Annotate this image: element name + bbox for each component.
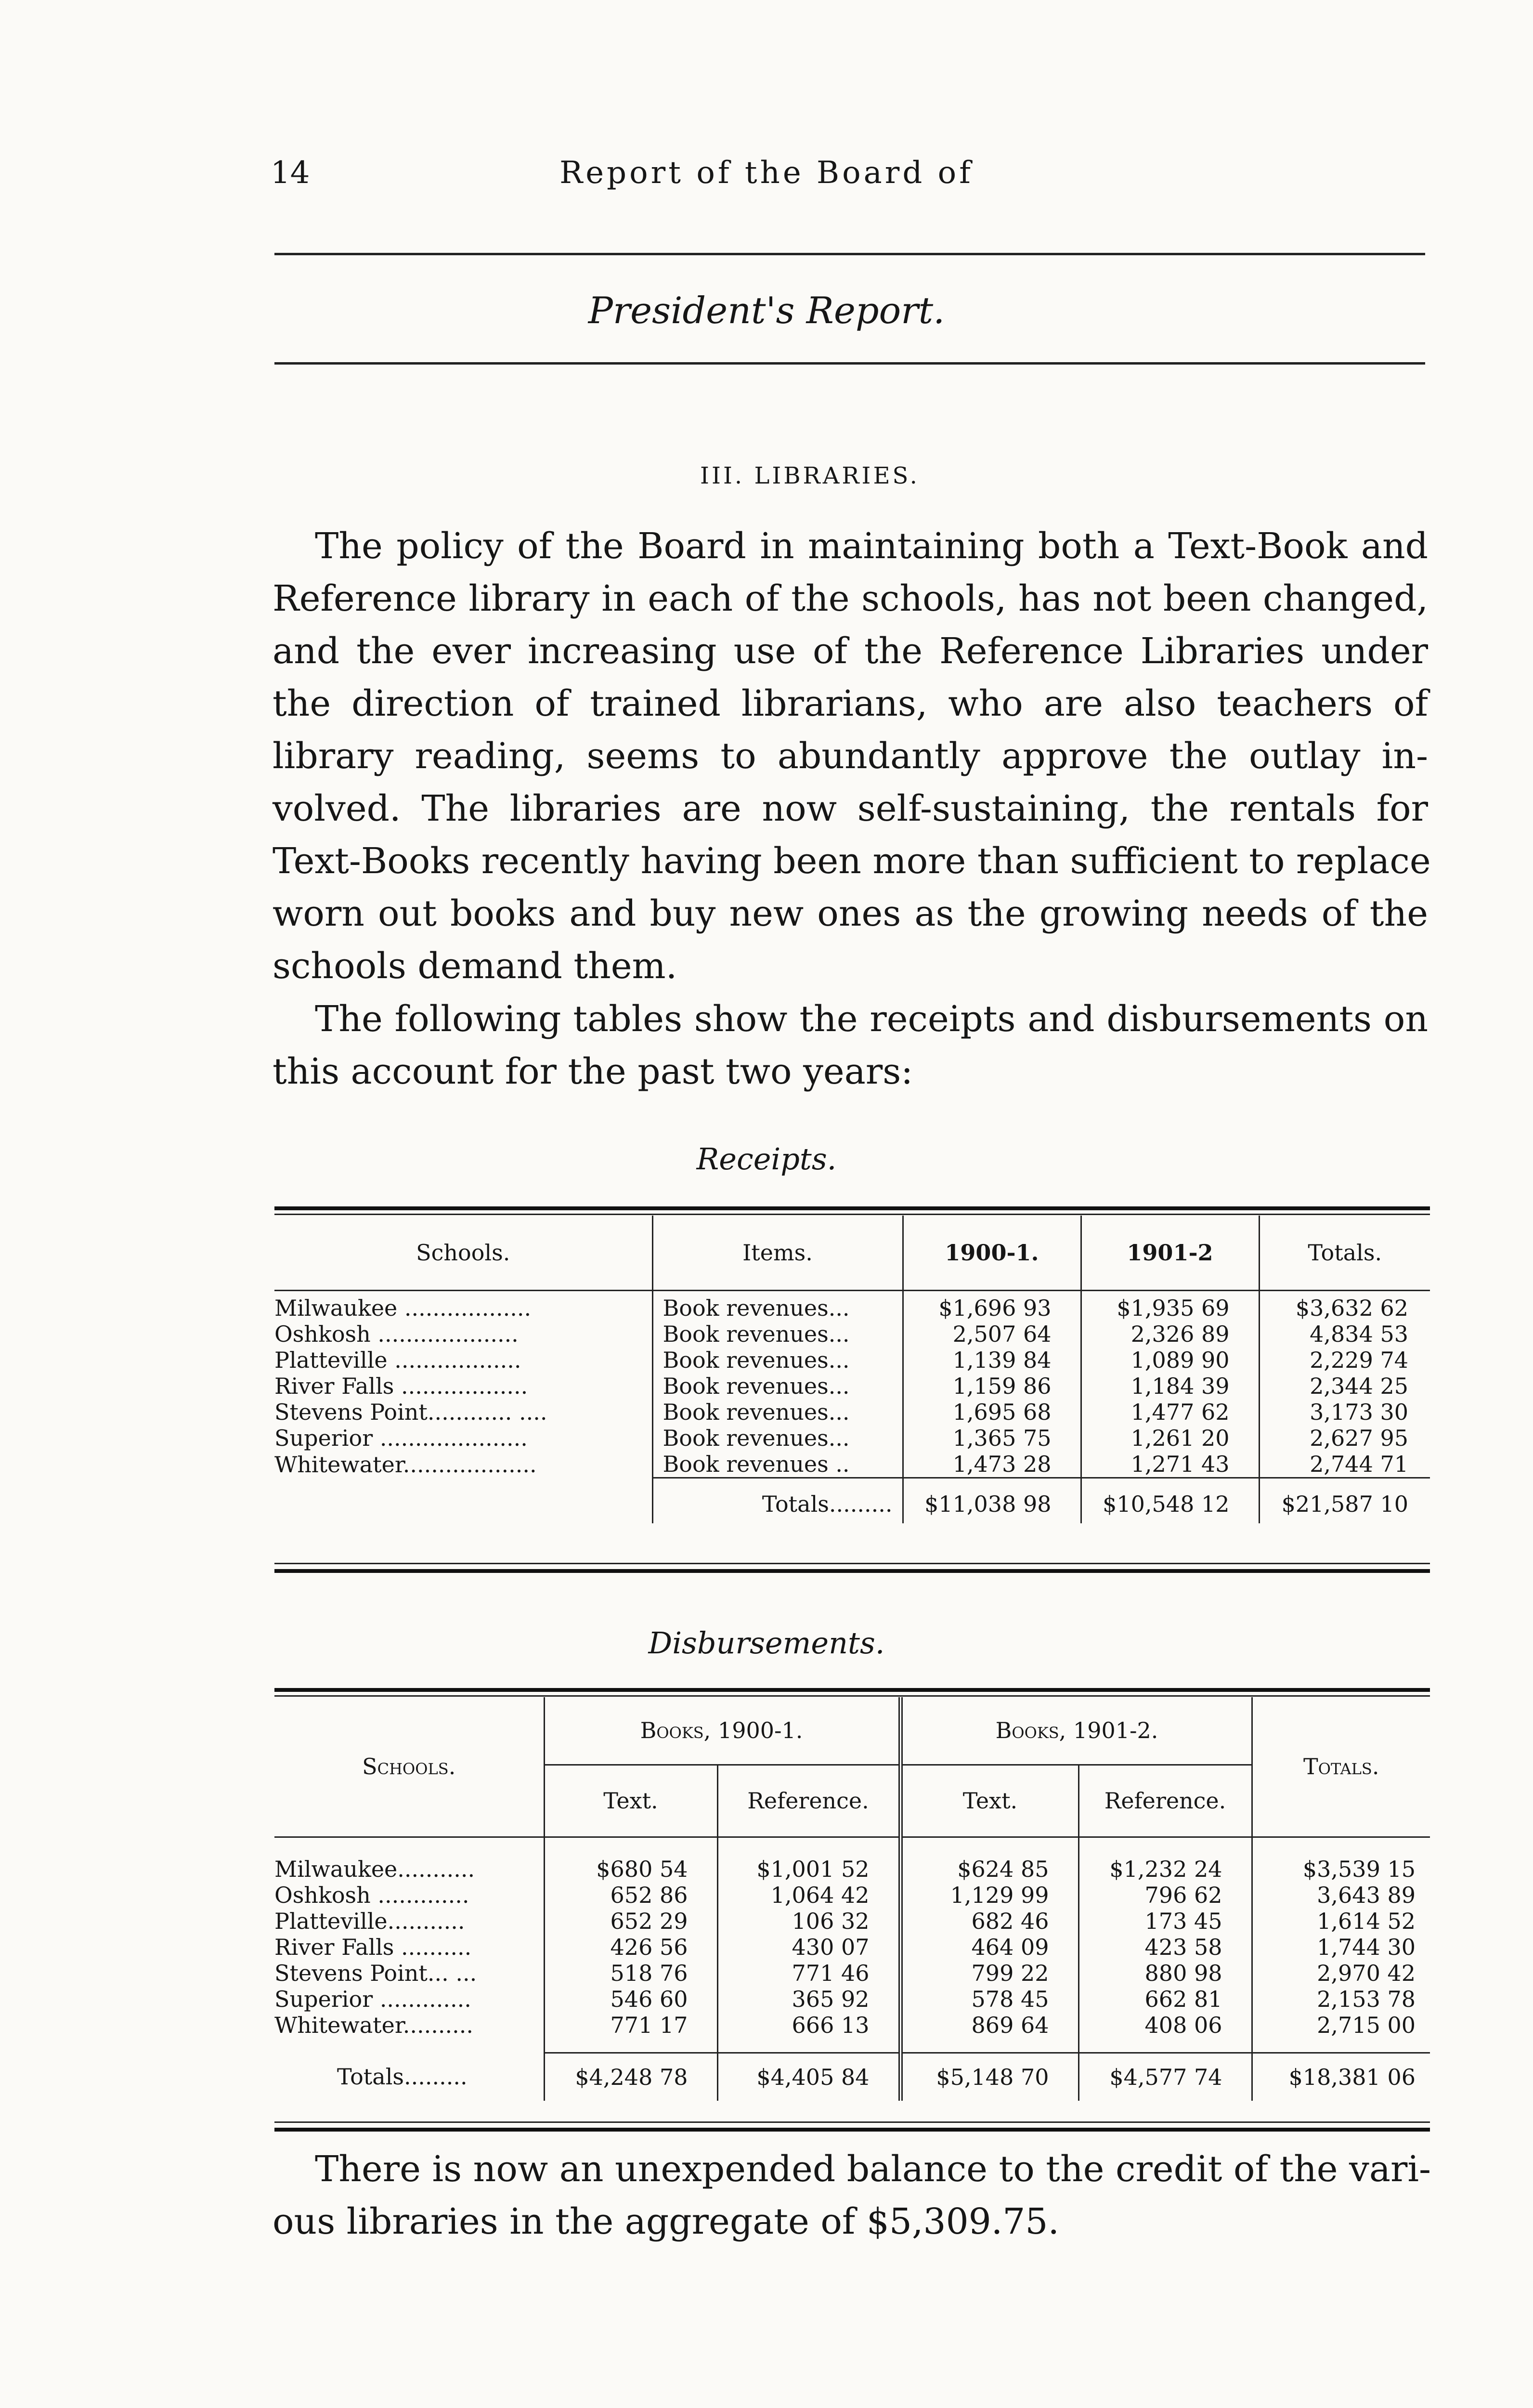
- disb-text-1900-1-cell: $680 54: [544, 1856, 717, 1882]
- receipts-rule-bottom-inner: [274, 1563, 1430, 1564]
- disb-school-cell: River Falls ..........: [274, 1934, 472, 1960]
- receipts-item-cell: Book revenues...: [652, 1347, 903, 1373]
- disb-text-1900-1-cell: 652 29: [544, 1908, 717, 1934]
- disbursements-rule-top: [274, 1688, 1430, 1692]
- receipts-1900-1-cell: 2,507 64: [903, 1321, 1081, 1347]
- separator: [652, 1290, 903, 1295]
- spacer: [274, 1485, 652, 1523]
- disbursements-table: [274, 1697, 1430, 2101]
- receipts-item-cell: Book revenues...: [652, 1399, 903, 1425]
- receipts-1901-2-cell: 1,261 20: [1081, 1425, 1259, 1451]
- table-row: [274, 1934, 1430, 1960]
- disb-school-cell: Oshkosh .............: [274, 1882, 469, 1908]
- total-1900-1: $11,038 98: [903, 1485, 1081, 1523]
- disb-total-cell: 1,744 30: [1252, 1934, 1430, 1960]
- separator: [1078, 2038, 1252, 2053]
- col-header-schools: Schools.: [362, 1754, 456, 1780]
- disb-text-1901-2-cell: 799 22: [900, 1960, 1078, 1986]
- text-line: The following tables show the receipts and disbursements on: [315, 998, 1428, 1040]
- text-line: and the ever increasing use of the Reference Libraries under: [273, 630, 1428, 672]
- disb-school-cell: Platteville...........: [274, 1908, 465, 1934]
- disb-reference-1901-2-cell: 173 45: [1078, 1908, 1252, 1934]
- col-header-1901-2: 1901-2: [1081, 1216, 1259, 1290]
- disb-total-cell: 1,614 52: [1252, 1908, 1430, 1934]
- col-header-reference-1901-2: Reference.: [1078, 1765, 1252, 1837]
- table-row: [274, 1856, 1430, 1882]
- separator: [1081, 1478, 1259, 1485]
- receipts-1900-1-cell: 1,159 86: [903, 1373, 1081, 1399]
- disbursements-caption: Disbursements.: [648, 1625, 885, 1661]
- disb-reference-1901-2-cell: $1,232 24: [1078, 1856, 1252, 1882]
- disb-text-1901-2-cell: 682 46: [900, 1908, 1078, 1934]
- table-row: [274, 1295, 1430, 1321]
- disb-text-1900-1-cell: 426 56: [544, 1934, 717, 1960]
- receipts-item-cell: Book revenues ..: [652, 1451, 903, 1478]
- disb-reference-1900-1-cell: 1,064 42: [717, 1882, 900, 1908]
- table-row: [274, 1347, 1430, 1373]
- col-header-1900-1: 1900-1.: [903, 1216, 1081, 1290]
- col-header-totals: Totals.: [1259, 1216, 1430, 1290]
- receipts-item-cell: Book revenues...: [652, 1373, 903, 1399]
- disbursements-rule-bottom: [274, 2128, 1430, 2132]
- text-line: this account for the past two years:: [273, 1051, 913, 1092]
- disb-reference-1901-2-cell: 408 06: [1078, 2012, 1252, 2038]
- disbursements-rule-bottom-inner: [274, 2121, 1430, 2123]
- receipts-item-cell: Book revenues...: [652, 1295, 903, 1321]
- disb-text-1901-2-cell: 869 64: [900, 2012, 1078, 2038]
- separator: [1259, 1290, 1430, 1295]
- table-row: [274, 2012, 1430, 2038]
- text-line: the direction of trained librarians, who are also teachers of: [273, 683, 1428, 724]
- text-line: volved. The libraries are now self-sustaining, the rentals for: [273, 788, 1428, 829]
- text-line: ous libraries in the aggregate of $5,309.75.: [273, 2201, 1059, 2242]
- receipts-school-cell: Stevens Point............ ....: [274, 1399, 547, 1425]
- table-row: [274, 1908, 1430, 1934]
- disb-text-1901-2-cell: 464 09: [900, 1934, 1078, 1960]
- disb-text-1901-2-cell: $624 85: [900, 1856, 1078, 1882]
- receipts-1900-1-cell: 1,139 84: [903, 1347, 1081, 1373]
- separator: [1081, 1290, 1259, 1295]
- receipts-total-cell: 2,344 25: [1259, 1373, 1430, 1399]
- table-row: [274, 1399, 1430, 1425]
- text-line: The policy of the Board in maintaining both a Text-Book and: [315, 525, 1428, 567]
- separator: [274, 1837, 544, 1856]
- receipts-1901-2-cell: 1,477 62: [1081, 1399, 1259, 1425]
- disb-text-1900-1-cell: 652 86: [544, 1882, 717, 1908]
- header-rule-bottom: [274, 362, 1425, 365]
- receipts-school-cell: Whitewater...................: [274, 1451, 537, 1478]
- separator: [1252, 2038, 1430, 2053]
- col-group-books-1900-1: Books, 1900-1.: [544, 1697, 900, 1765]
- receipts-1900-1-cell: 1,365 75: [903, 1425, 1081, 1451]
- disbursements-totals-row: [274, 2053, 1430, 2101]
- receipts-1900-1-cell: 1,473 28: [903, 1451, 1081, 1478]
- col-header-items: Items.: [652, 1216, 903, 1290]
- disb-total-cell: $3,539 15: [1252, 1856, 1430, 1882]
- table-row: [274, 1425, 1430, 1451]
- total-reference-1900-1: $4,405 84: [717, 2053, 900, 2101]
- table-row: [274, 1373, 1430, 1399]
- totals-label: Totals.........: [337, 2064, 468, 2090]
- table-row: [274, 1321, 1430, 1347]
- receipts-1901-2-cell: 1,271 43: [1081, 1451, 1259, 1478]
- receipts-1901-2-cell: 1,184 39: [1081, 1373, 1259, 1399]
- text-line: worn out books and buy new ones as the growing needs of the: [273, 893, 1428, 934]
- receipts-total-cell: 2,744 71: [1259, 1451, 1430, 1478]
- disb-reference-1901-2-cell: 796 62: [1078, 1882, 1252, 1908]
- disb-reference-1900-1-cell: 430 07: [717, 1934, 900, 1960]
- disb-text-1900-1-cell: 546 60: [544, 1986, 717, 2012]
- disbursements-group-header-row: [274, 1697, 1430, 1765]
- separator: [717, 1837, 900, 1856]
- receipts-rule-bottom: [274, 1569, 1430, 1573]
- receipts-item-cell: Book revenues...: [652, 1425, 903, 1451]
- receipts-1901-2-cell: $1,935 69: [1081, 1295, 1259, 1321]
- receipts-1900-1-cell: $1,696 93: [903, 1295, 1081, 1321]
- separator: [900, 2038, 1078, 2053]
- receipts-school-cell: Oshkosh ....................: [274, 1321, 519, 1347]
- disb-school-cell: Stevens Point... ...: [274, 1960, 477, 1986]
- receipts-1900-1-cell: 1,695 68: [903, 1399, 1081, 1425]
- text-line: library reading, seems to abundantly approve the outlay in-: [273, 735, 1428, 777]
- separator: [900, 1837, 1078, 1856]
- paragraph-tables-intro: [273, 993, 1428, 1098]
- separator: [274, 1290, 652, 1295]
- spacer: [274, 1478, 652, 1485]
- separator: [903, 1290, 1081, 1295]
- disb-text-1900-1-cell: 771 17: [544, 2012, 717, 2038]
- receipts-total-cell: 3,173 30: [1259, 1399, 1430, 1425]
- separator: [1259, 1478, 1430, 1485]
- disb-reference-1900-1-cell: 771 46: [717, 1960, 900, 1986]
- totals-label: Totals.........: [652, 1485, 903, 1523]
- separator: [544, 2038, 717, 2053]
- separator: [652, 1478, 903, 1485]
- disb-total-cell: 2,153 78: [1252, 1986, 1430, 2012]
- disbursements-rule-top-inner: [274, 1695, 1430, 1697]
- receipts-school-cell: Superior .....................: [274, 1425, 528, 1451]
- text-line: There is now an unexpended balance to the credit of the vari-: [315, 2148, 1431, 2190]
- receipts-total-cell: 2,627 95: [1259, 1425, 1430, 1451]
- separator: [1252, 1837, 1430, 1856]
- table-row: [274, 1960, 1430, 1986]
- text-line: Reference library in each of the schools, has not been changed,: [273, 578, 1428, 619]
- separator: [903, 1478, 1081, 1485]
- receipts-caption: Receipts.: [696, 1141, 837, 1177]
- disb-total-cell: 2,970 42: [1252, 1960, 1430, 1986]
- grand-total: $21,587 10: [1259, 1485, 1430, 1523]
- receipts-table: [274, 1216, 1430, 1523]
- disb-text-1901-2-cell: 578 45: [900, 1986, 1078, 2012]
- total-text-1900-1: $4,248 78: [544, 2053, 717, 2101]
- disb-reference-1900-1-cell: 365 92: [717, 1986, 900, 2012]
- receipts-1901-2-cell: 2,326 89: [1081, 1321, 1259, 1347]
- total-reference-1901-2: $4,577 74: [1078, 2053, 1252, 2101]
- disbursements-header-sep: [274, 1837, 1430, 1856]
- disb-reference-1900-1-cell: $1,001 52: [717, 1856, 900, 1882]
- col-header-schools: Schools.: [416, 1239, 510, 1266]
- disb-total-cell: 2,715 00: [1252, 2012, 1430, 2038]
- disb-reference-1901-2-cell: 662 81: [1078, 1986, 1252, 2012]
- receipts-header-row: [274, 1216, 1430, 1290]
- disb-reference-1901-2-cell: 423 58: [1078, 1934, 1252, 1960]
- separator: [544, 1837, 717, 1856]
- disb-school-cell: Superior .............: [274, 1986, 471, 2012]
- disb-reference-1900-1-cell: 666 13: [717, 2012, 900, 2038]
- disb-reference-1901-2-cell: 880 98: [1078, 1960, 1252, 1986]
- disb-text-1900-1-cell: 518 76: [544, 1960, 717, 1986]
- col-group-books-1901-2: Books, 1901-2.: [900, 1697, 1252, 1765]
- receipts-total-cell: 2,229 74: [1259, 1347, 1430, 1373]
- disb-text-1901-2-cell: 1,129 99: [900, 1882, 1078, 1908]
- col-header-text-1900-1: Text.: [544, 1765, 717, 1837]
- page-number: 14: [271, 155, 310, 191]
- col-header-totals: Totals.: [1252, 1697, 1430, 1837]
- disb-school-cell: Whitewater..........: [274, 2012, 473, 2038]
- disbursements-totals-sep: [274, 2038, 1430, 2053]
- receipts-totals-row: [274, 1485, 1430, 1523]
- header-rule-top: [274, 253, 1425, 255]
- receipts-totals-sep: [274, 1478, 1430, 1485]
- total-1901-2: $10,548 12: [1081, 1485, 1259, 1523]
- section-heading: III. LIBRARIES.: [700, 462, 920, 489]
- text-line: schools demand them.: [273, 945, 677, 987]
- separator: [1078, 1837, 1252, 1856]
- paragraph-libraries-policy: [273, 520, 1431, 993]
- disb-reference-1900-1-cell: 106 32: [717, 1908, 900, 1934]
- receipts-school-cell: Milwaukee ..................: [274, 1295, 532, 1321]
- col-header-reference-1900-1: Reference.: [717, 1765, 900, 1837]
- receipts-school-cell: River Falls ..................: [274, 1373, 528, 1399]
- spacer: [274, 2038, 544, 2053]
- receipts-1901-2-cell: 1,089 90: [1081, 1347, 1259, 1373]
- grand-total: $18,381 06: [1252, 2053, 1430, 2101]
- separator: [717, 2038, 900, 2053]
- receipts-rule-top-inner: [274, 1214, 1430, 1215]
- paragraph-balance: [273, 2143, 1431, 2248]
- disb-school-cell: Milwaukee...........: [274, 1856, 475, 1882]
- receipts-header-sep: [274, 1290, 1430, 1295]
- table-row: [274, 1986, 1430, 2012]
- disb-total-cell: 3,643 89: [1252, 1882, 1430, 1908]
- receipts-total-cell: 4,834 53: [1259, 1321, 1430, 1347]
- total-text-1901-2: $5,148 70: [900, 2053, 1078, 2101]
- col-header-text-1901-2: Text.: [900, 1765, 1078, 1837]
- text-line: Text-Books recently having been more than sufficient to replace: [273, 840, 1431, 882]
- subhead: President's Report.: [588, 289, 945, 332]
- receipts-total-cell: $3,632 62: [1259, 1295, 1430, 1321]
- receipts-rule-top: [274, 1206, 1430, 1210]
- receipts-item-cell: Book revenues...: [652, 1321, 903, 1347]
- running-head: Report of the Board of: [559, 155, 974, 191]
- table-row: [274, 1882, 1430, 1908]
- table-row: [274, 1451, 1430, 1478]
- receipts-school-cell: Platteville ..................: [274, 1347, 521, 1373]
